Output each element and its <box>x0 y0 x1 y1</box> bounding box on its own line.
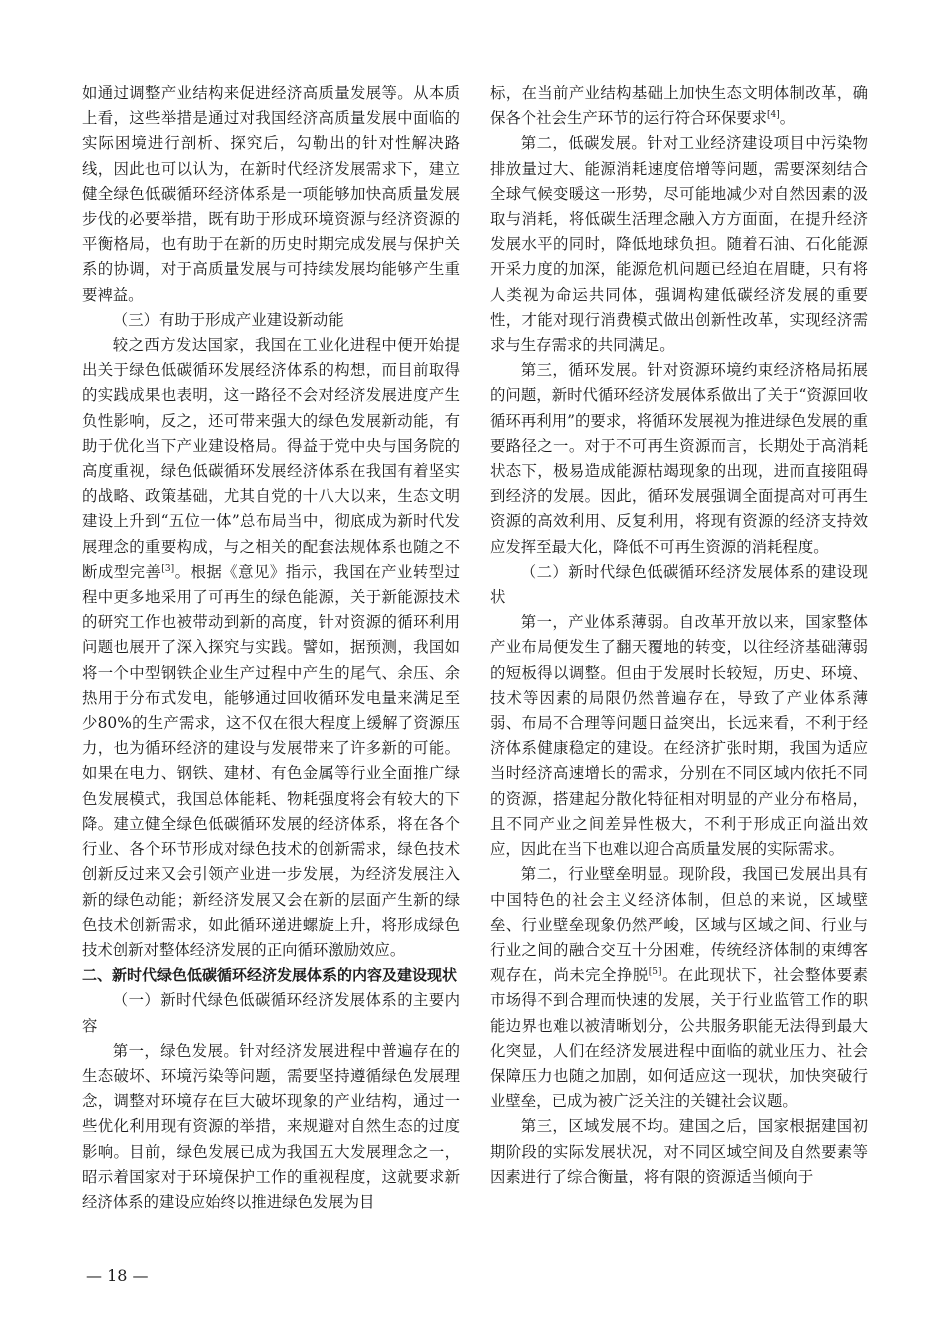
paragraph-text: 。在此现状下，社会整体要素市场得不到合理而快速的发展，关于行业监管工作的职能边界也难以被清晰划分，公共服务职能无法得到最大化突显，人们在经济发展进程中面临的就业压力、社会保障压力也随之加剧，如何适应这一现状，加快突破行业壁垒，已成为被广泛关注的关键社会议题。 <box>490 966 868 1111</box>
section-heading: （二）新时代绿色低碳循环经济发展体系的建设现状 <box>490 562 868 607</box>
section-heading: （一）新时代绿色低碳循环经济发展体系的主要内容 <box>82 991 460 1035</box>
paragraph-text: 标，在当前产业结构基础上加快生态文明体制改革，确保各个社会生产环节的运行符合环保要求 <box>490 84 868 128</box>
page-number: — 18 — <box>86 1266 149 1285</box>
paragraph-text: 。根据《意见》指示，我国在产业转型过程中更多地采用了可再生的绿色能源，关于新能源技术的研究工作也被带动到新的高度，针对资源的循环利用问题也展开了深入探究与实践。譬如，据预测，我国如将一个中型钢铁企业生产过程中产生的尾气、余压、余热用于分布式发电，能够通过回收循环发电量来满足至少80%的生产需求，这不仅在很大程度上缓解了资源压力，也为循环经济的建设与发展带来了许多新的可能。如果在电力、钢铁、建材、有色金属等行业全面推广绿色发展模式，我国总体能耗、物耗强度将会有较大的下降。建立健全绿色低碳循环发展的经济体系，将在各个行业、各个环节形成对绿色技术的创新需求，绿色技术创新反过来又会引领产业进一步发展，为经济发展注入新的绿色动能；新经济发展又会在新的层面产生新的绿色技术创新需求，如此循环递进螺旋上升，将形成绿色技术创新对整体经济发展的正向循环激励效应。 <box>82 562 460 959</box>
citation: [5] <box>648 967 662 978</box>
paragraph: 第一，绿色发展。针对经济发展进程中普遍存在的生态破坏、环境污染等问题，需要坚持遵循绿色发展理念，调整对环境存在巨大破坏现象的产业结构，通过一些优化利用现有资源的举措，来规避对自然生态的过度影响。目前，绿色发展已成为我国五大发展理念之一，昭示着国家对于环境保护工作的重视程度，这就要求新经济体系的建设应始终以推进绿色发展为目 <box>82 1041 460 1211</box>
paragraph: 第三，循环发展。针对资源环境约束经济格局拓展的问题，新时代循环经济发展体系做出了关于“资源回收循环再利用”的要求，将循环发展视为推进绿色发展的重要路径之一。对于不可再生资源而言，长期处于高消耗状态下，极易造成能源枯竭现象的出现，进而直接阻碍到经济的发展。因此，循环发展强调全面提高对可再生资源的高效利用、反复利用，将现有资源的经济支持效应发挥至最大化，降低不可再生资源的消耗程度。 <box>490 361 868 556</box>
paragraph <box>82 333 460 963</box>
citation: [4] <box>767 110 780 121</box>
paragraph <box>490 862 868 1114</box>
paragraph: 第二，低碳发展。针对工业经济建设项目中污染物排放量过大、能源消耗速度倍增等问题，需要深刻结合全球气候变暖这一形势，尽可能地减少对自然因素的汲取与消耗，将低碳生活理念融入方方面面，在提升经济发展水平的同时，降低地球负担。随着石油、石化能源开采力度的加深，能源危机问题已经迫在眉睫，只有将人类视为命运共同体，强调构建低碳经济发展的重要性，才能对现行消费模式做出创新性改革，实现经济需求与生存需求的共同满足。 <box>490 134 868 355</box>
paragraph-text: 。 <box>779 109 796 128</box>
chapter-heading: 二、新时代绿色低碳循环经济发展体系的内容及建设现状 <box>82 966 458 985</box>
paragraph <box>490 81 868 131</box>
paragraph-text: 较之西方发达国家，我国在工业化进程中便开始提出关于绿色低碳循环发展经济体系的构想，而目前取得的实践成果也表明，这一路径不会对经济发展进度产生负性影响，反之，还可带来强大的绿色发展新动能，有助于优化当下产业建设格局。得益于党中央与国务院的高度重视，绿色低碳循环发展经济体系在我国有着坚实的战略、政策基础，尤其自党的十八大以来，生态文明建设上升到“五位一体”总布局当中，彻底成为新时代发展理念的重要构成，与之相关的配套法规体系也随之不断成型完善 <box>82 336 460 581</box>
paragraph: 如通过调整产业结构来促进经济高质量发展等。从本质上看，这些举措是通过对我国经济高质量发展中面临的实际困境进行剖析、探究后，勾勒出的针对性解决路线，因此也可以认为，在新时代经济发展需求下，建立健全绿色低碳循环经济体系是一项能够加快高质量发展步伐的必要举措，既有助于形成环境资源与经济资源的平衡格局，也有助于在新的历史时期完成发展与保护关系的协调，对于高质量发展与可持续发展均能够产生重要裨益。 <box>82 84 460 304</box>
paragraph: 第三，区域发展不均。建国之后，国家根据建国初期阶段的实际发展状况，对不同区域空间及自然要素等因素进行了综合衡量，将有限的资源适当倾向于 <box>490 1117 868 1186</box>
citation: [3] <box>161 563 175 574</box>
right-column <box>490 81 868 1190</box>
section-heading: （三）有助于形成产业建设新动能 <box>112 310 344 329</box>
paragraph-text: 第二，行业壁垒明显。现阶段，我国已发展出具有中国特色的社会主义经济体制，但总的来说，区域壁垒、行业壁垒现象仍然严峻，区域与区域之间、行业与行业之间的融合交互十分困难，传统经济体制的束缚客观存在，尚未完全挣脱 <box>490 865 868 985</box>
left-column <box>82 81 460 1215</box>
paragraph: 第一，产业体系薄弱。自改革开放以来，国家整体产业布局便发生了翻天覆地的转变，以往经济基础薄弱的短板得以调整。但由于发展时长较短，历史、环境、技术等因素的局限仍然普遍存在，导致了产业体系薄弱、布局不合理等问题日益突出，长远来看，不利于经济体系健康稳定的建设。在经济扩张时期，我国为适应当时经济高速增长的需求，分别在不同区域内依托不同的资源，搭建起分散化特征相对明显的产业分布格局，且不同产业之间差异性极大，不利于形成正向溢出效应，因此在当下也难以迎合高质量发展的实际需求。 <box>490 613 868 859</box>
